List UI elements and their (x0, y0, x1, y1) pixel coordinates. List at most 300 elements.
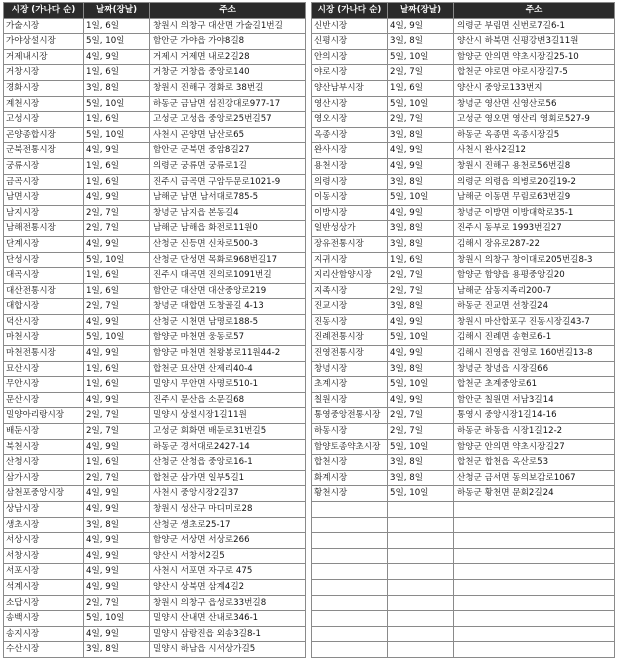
market-date-cell: 3일, 8일 (84, 517, 150, 533)
table-row (312, 408, 615, 424)
market-name-cell: 옥종시장 (312, 127, 388, 143)
market-table-left (3, 2, 306, 658)
market-address-cell: 함양군 함양읍 용평중앙길20 (454, 268, 615, 284)
market-date-cell: 4일, 9일 (388, 314, 454, 330)
market-date-cell: 4일, 9일 (84, 49, 150, 65)
market-address-cell: 하동군 경서대로2427-14 (150, 439, 306, 455)
market-name-cell (312, 564, 388, 580)
market-address-cell: 합천군 묘산면 산제리40-4 (150, 361, 306, 377)
table-row (312, 221, 615, 237)
table-row (312, 533, 615, 549)
table-row (4, 127, 306, 143)
market-name-cell (312, 642, 388, 658)
market-date-cell: 1일, 6일 (84, 361, 150, 377)
market-date-cell: 4일, 9일 (84, 548, 150, 564)
market-name-cell: 밀양아리랑시장 (4, 408, 84, 424)
market-address-cell: 김해시 진영읍 진영로 160번길13-8 (454, 346, 615, 362)
market-name-cell: 단계시장 (4, 236, 84, 252)
table-row (4, 517, 306, 533)
market-name-cell (312, 595, 388, 611)
market-address-cell: 함안군 가야읍 가야8길8 (150, 34, 306, 50)
market-name-cell: 서상시장 (4, 533, 84, 549)
table-row (4, 252, 306, 268)
market-name-cell: 진교시장 (312, 299, 388, 315)
table-row (312, 65, 615, 81)
market-date-cell: 5일, 10일 (84, 34, 150, 50)
market-address-cell: 밀양시 상설시장1길11원 (150, 408, 306, 424)
table-row (312, 346, 615, 362)
market-address-cell: 산청군 산청읍 중앙로16-1 (150, 455, 306, 471)
table-row (4, 642, 306, 658)
table-row (312, 299, 615, 315)
market-date-cell: 5일, 10일 (388, 486, 454, 502)
market-address-cell: 함안군 대산면 대산중앙로219 (150, 283, 306, 299)
table-row (312, 470, 615, 486)
market-date-cell: 4일, 9일 (388, 18, 454, 34)
market-name-cell: 경화시장 (4, 80, 84, 96)
market-date-cell (388, 595, 454, 611)
market-name-cell: 곤양종합시장 (4, 127, 84, 143)
market-date-cell: 4일, 9일 (388, 392, 454, 408)
market-name-cell: 상남시장 (4, 502, 84, 518)
market-name-cell: 야로시장 (312, 65, 388, 81)
market-date-cell (388, 548, 454, 564)
table-row (312, 314, 615, 330)
market-address-cell: 거창군 거창읍 중앙로140 (150, 65, 306, 81)
market-date-cell: 5일, 10일 (84, 252, 150, 268)
market-date-cell: 4일, 9일 (84, 626, 150, 642)
market-date-cell: 1일, 6일 (84, 268, 150, 284)
market-date-cell: 4일, 9일 (84, 143, 150, 159)
header-address: 주소 (454, 3, 615, 19)
market-name-cell: 문산시장 (4, 392, 84, 408)
table-row (312, 564, 615, 580)
table-row (312, 80, 615, 96)
header-address: 주소 (150, 3, 306, 19)
market-date-cell: 3일, 8일 (388, 34, 454, 50)
table-row (312, 268, 615, 284)
table-row (312, 330, 615, 346)
market-name-cell: 가술시장 (4, 18, 84, 34)
market-address-cell (454, 517, 615, 533)
table-row (312, 455, 615, 471)
market-address-cell: 양산시 하북면 신평강변3길11원 (454, 34, 615, 50)
market-date-cell: 2일, 7일 (388, 112, 454, 128)
table-row (312, 595, 615, 611)
market-address-cell: 창원시 마산합포구 진동시장길43-7 (454, 314, 615, 330)
market-date-cell: 5일, 10일 (84, 330, 150, 346)
market-address-cell: 합천군 초계중앙로61 (454, 377, 615, 393)
market-address-cell: 고성군 회화면 배둔로31번길5 (150, 424, 306, 440)
table-row (4, 455, 306, 471)
market-name-cell (312, 533, 388, 549)
market-address-cell (454, 533, 615, 549)
market-address-cell: 함양군 안의면 약초시장길27 (454, 439, 615, 455)
market-name-cell: 덕산시장 (4, 314, 84, 330)
market-address-cell: 함양군 안의면 약초시장길25-10 (454, 49, 615, 65)
table-row (4, 611, 306, 627)
market-address-cell (454, 502, 615, 518)
table-row (4, 579, 306, 595)
table-row (312, 127, 615, 143)
market-address-cell (454, 564, 615, 580)
market-address-cell: 사천시 완사2길12 (454, 143, 615, 159)
market-date-cell: 4일, 9일 (84, 346, 150, 362)
table-row (4, 236, 306, 252)
market-address-cell: 사천시 곤양면 남산로65 (150, 127, 306, 143)
market-address-cell: 산청군 신등면 신차로500-3 (150, 236, 306, 252)
table-row (312, 377, 615, 393)
market-date-cell: 4일, 9일 (84, 236, 150, 252)
market-name-cell: 양산남부시장 (312, 80, 388, 96)
market-date-cell: 2일, 7일 (388, 424, 454, 440)
market-date-cell: 2일, 7일 (84, 299, 150, 315)
table-row (312, 143, 615, 159)
market-date-cell: 2일, 7일 (388, 283, 454, 299)
market-date-cell: 1일, 6일 (84, 65, 150, 81)
market-date-cell: 5일, 10일 (388, 190, 454, 206)
market-address-cell: 밀양시 삼랑진읍 외송3길8-1 (150, 626, 306, 642)
table-row (4, 564, 306, 580)
table-row (4, 346, 306, 362)
market-date-cell: 5일, 10일 (84, 611, 150, 627)
market-address-cell: 창녕군 영산면 신영산로56 (454, 96, 615, 112)
market-name-cell: 지귀시장 (312, 252, 388, 268)
market-name-cell (312, 502, 388, 518)
table-row (312, 49, 615, 65)
market-address-cell: 합천군 합천읍 옥산로53 (454, 455, 615, 471)
market-date-cell: 3일, 8일 (388, 361, 454, 377)
market-date-cell: 4일, 9일 (84, 533, 150, 549)
market-name-cell: 칠원시장 (312, 392, 388, 408)
market-date-cell: 1일, 6일 (84, 455, 150, 471)
market-name-cell: 남면시장 (4, 190, 84, 206)
market-address-cell: 밀양시 무안면 사명로510-1 (150, 377, 306, 393)
market-date-cell: 2일, 7일 (388, 408, 454, 424)
table-row (4, 486, 306, 502)
table-row (4, 299, 306, 315)
market-name-cell: 용천시장 (312, 158, 388, 174)
market-address-cell: 진주시 금곡면 구암두문로1021-9 (150, 174, 306, 190)
table-row (4, 49, 306, 65)
market-address-cell: 창원시 의창구 대산면 가술길1번길 (150, 18, 306, 34)
table-row (4, 190, 306, 206)
market-name-cell: 수산시장 (4, 642, 84, 658)
market-address-cell: 사천시 서포면 자구로 475 (150, 564, 306, 580)
market-date-cell: 3일, 8일 (388, 455, 454, 471)
market-address-cell: 하동군 황천면 문회2길24 (454, 486, 615, 502)
market-address-cell: 합천군 야로면 야로시장길7-5 (454, 65, 615, 81)
market-address-cell: 산청군 시천면 남명로188-5 (150, 314, 306, 330)
market-date-cell: 1일, 6일 (84, 377, 150, 393)
market-name-cell (312, 517, 388, 533)
market-name-cell: 고성시장 (4, 112, 84, 128)
market-table-right (311, 2, 615, 658)
header-date: 날짜(장날) (388, 3, 454, 19)
market-date-cell: 1일, 6일 (84, 174, 150, 190)
market-address-cell: 합천군 삼가면 일부5길1 (150, 470, 306, 486)
table-row (4, 595, 306, 611)
market-name-cell: 화계시장 (312, 470, 388, 486)
market-name-cell: 하동시장 (312, 424, 388, 440)
table-row (312, 548, 615, 564)
table-row (4, 314, 306, 330)
table-row (4, 221, 306, 237)
market-date-cell (388, 579, 454, 595)
market-date-cell: 3일, 8일 (84, 642, 150, 658)
market-address-cell: 창녕군 이방면 이방대학로35-1 (454, 205, 615, 221)
market-name-cell: 마천시장 (4, 330, 84, 346)
table-row (312, 642, 615, 658)
market-address-cell: 함양군 마천면 웅동로57 (150, 330, 306, 346)
market-name-cell (312, 611, 388, 627)
market-name-cell: 일반성상가 (312, 221, 388, 237)
market-address-cell: 고성군 영오면 영산리 영회로527-9 (454, 112, 615, 128)
market-date-cell: 5일, 10일 (388, 377, 454, 393)
market-address-cell (454, 548, 615, 564)
market-name-cell: 서창시장 (4, 548, 84, 564)
market-date-cell: 3일, 8일 (84, 80, 150, 96)
market-date-cell: 2일, 7일 (84, 408, 150, 424)
market-date-cell: 4일, 9일 (388, 158, 454, 174)
table-row (312, 252, 615, 268)
market-date-cell: 4일, 9일 (84, 439, 150, 455)
market-date-cell: 1일, 6일 (388, 252, 454, 268)
market-name-cell: 초계시장 (312, 377, 388, 393)
market-address-cell: 양산시 상북면 삼계4길2 (150, 579, 306, 595)
market-date-cell: 4일, 9일 (388, 143, 454, 159)
market-address-cell (454, 579, 615, 595)
table-row (312, 190, 615, 206)
market-name-cell: 지족시장 (312, 283, 388, 299)
table-row (312, 502, 615, 518)
market-address-cell: 하동군 금남면 섬진강대로977-17 (150, 96, 306, 112)
market-date-cell: 4일, 9일 (84, 190, 150, 206)
market-date-cell: 3일, 8일 (388, 299, 454, 315)
table-row (312, 283, 615, 299)
market-name-cell: 궁류시장 (4, 158, 84, 174)
market-date-cell: 3일, 8일 (388, 470, 454, 486)
table-row (4, 158, 306, 174)
market-date-cell: 5일, 10일 (388, 49, 454, 65)
market-date-cell: 2일, 7일 (84, 470, 150, 486)
table-row (4, 174, 306, 190)
table-row (4, 18, 306, 34)
market-name-cell: 군북전통시장 (4, 143, 84, 159)
table-row (4, 408, 306, 424)
market-name-cell: 안의시장 (312, 49, 388, 65)
table-row (312, 486, 615, 502)
table-row (4, 96, 306, 112)
table-row (4, 65, 306, 81)
market-date-cell: 2일, 7일 (84, 595, 150, 611)
market-name-cell: 계천시장 (4, 96, 84, 112)
market-name-cell: 장유전통시장 (312, 236, 388, 252)
market-name-cell: 송백시장 (4, 611, 84, 627)
market-name-cell (312, 579, 388, 595)
table-row (4, 424, 306, 440)
market-name-cell: 의령시장 (312, 174, 388, 190)
market-address-cell: 의령군 부림면 신번로7길6-1 (454, 18, 615, 34)
market-name-cell: 묘산시장 (4, 361, 84, 377)
market-name-cell: 합천시장 (312, 455, 388, 471)
market-name-cell: 대산전통시장 (4, 283, 84, 299)
market-name-cell (312, 548, 388, 564)
table-row (4, 143, 306, 159)
market-date-cell (388, 642, 454, 658)
market-date-cell: 4일, 9일 (388, 205, 454, 221)
header-market: 시장 (가나다 순) (4, 3, 84, 19)
market-address-cell: 하동군 하동읍 시장1길12-2 (454, 424, 615, 440)
table-row (312, 18, 615, 34)
table-row (312, 424, 615, 440)
market-date-cell: 4일, 9일 (84, 314, 150, 330)
market-name-cell: 남해전통시장 (4, 221, 84, 237)
header-row (312, 3, 615, 19)
table-row (4, 392, 306, 408)
market-date-cell: 1일, 6일 (84, 158, 150, 174)
market-address-cell: 창원시 의창구 읍성로33번길8 (150, 595, 306, 611)
market-date-cell: 2일, 7일 (84, 424, 150, 440)
market-address-cell: 사천시 중앙시장2길37 (150, 486, 306, 502)
market-name-cell: 이방시장 (312, 205, 388, 221)
market-name-cell: 황천시장 (312, 486, 388, 502)
market-name-cell: 대합시장 (4, 299, 84, 315)
market-name-cell: 영산시장 (312, 96, 388, 112)
market-address-cell (454, 611, 615, 627)
market-address-cell: 남해군 남해읍 화전로11원0 (150, 221, 306, 237)
table-row (312, 611, 615, 627)
market-date-cell: 1일, 6일 (84, 112, 150, 128)
market-address-cell: 진주시 동부로 1993번길27 (454, 221, 615, 237)
table-row (4, 377, 306, 393)
market-name-cell: 함양토종약초시장 (312, 439, 388, 455)
market-name-cell: 완사시장 (312, 143, 388, 159)
market-name-cell: 영오시장 (312, 112, 388, 128)
market-name-cell: 소답시장 (4, 595, 84, 611)
market-name-cell: 삼가시장 (4, 470, 84, 486)
market-address-cell: 함안군 군북면 중암8길27 (150, 143, 306, 159)
market-name-cell: 남지시장 (4, 205, 84, 221)
market-name-cell: 신평시장 (312, 34, 388, 50)
market-name-cell: 거제내시장 (4, 49, 84, 65)
market-name-cell: 배둔시장 (4, 424, 84, 440)
market-name-cell: 창녕시장 (312, 361, 388, 377)
market-date-cell: 1일, 6일 (84, 283, 150, 299)
market-address-cell: 의령군 궁류면 궁류로1길 (150, 158, 306, 174)
table-row (4, 470, 306, 486)
table-row (4, 80, 306, 96)
market-date-cell: 1일, 6일 (388, 80, 454, 96)
table-row (312, 392, 615, 408)
market-name-cell: 신반시장 (312, 18, 388, 34)
table-row (312, 174, 615, 190)
market-address-cell: 밀양시 산내면 산내로346-1 (150, 611, 306, 627)
market-name-cell: 진영전통시장 (312, 346, 388, 362)
market-address-cell: 창녕군 남지읍 본동길4 (150, 205, 306, 221)
market-name-cell: 산청시장 (4, 455, 84, 471)
market-address-cell (454, 642, 615, 658)
table-row (4, 548, 306, 564)
market-date-cell: 4일, 9일 (84, 579, 150, 595)
market-date-cell: 1일, 6일 (84, 18, 150, 34)
market-address-cell: 의령군 의령읍 의병로20길19-2 (454, 174, 615, 190)
market-name-cell: 통영중앙전통시장 (312, 408, 388, 424)
market-address-cell: 함양군 마천면 천왕봉로11원44-2 (150, 346, 306, 362)
market-date-cell (388, 564, 454, 580)
market-date-cell: 2일, 7일 (388, 65, 454, 81)
market-date-cell: 2일, 7일 (388, 268, 454, 284)
market-name-cell: 지리산함양시장 (312, 268, 388, 284)
table-row (4, 268, 306, 284)
market-date-cell (388, 611, 454, 627)
market-name-cell: 무안시장 (4, 377, 84, 393)
table-row (4, 361, 306, 377)
market-date-cell: 4일, 9일 (84, 392, 150, 408)
table-row (312, 158, 615, 174)
market-date-cell: 5일, 10일 (84, 96, 150, 112)
market-name-cell: 가야상설시장 (4, 34, 84, 50)
market-address-cell: 하동군 진교면 선창길24 (454, 299, 615, 315)
market-address-cell: 창녕군 대합면 도창골길 4-13 (150, 299, 306, 315)
header-market: 시장 (가나다 순) (312, 3, 388, 19)
market-date-cell (388, 502, 454, 518)
table-row (312, 96, 615, 112)
market-address-cell: 산청군 단성면 목화로968번길17 (150, 252, 306, 268)
market-date-cell: 3일, 8일 (388, 236, 454, 252)
market-date-cell: 4일, 9일 (388, 346, 454, 362)
header-row (4, 3, 306, 19)
market-address-cell: 고성군 고성읍 중앙로25번길57 (150, 112, 306, 128)
market-name-cell: 북천시장 (4, 439, 84, 455)
market-address-cell: 창원시 진해구 용천로56번길8 (454, 158, 615, 174)
market-date-cell (388, 533, 454, 549)
table-row (312, 517, 615, 533)
market-date-cell (388, 517, 454, 533)
market-date-cell: 5일, 10일 (388, 96, 454, 112)
market-name-cell: 생초시장 (4, 517, 84, 533)
market-address-cell: 창녕군 창녕읍 시장길66 (454, 361, 615, 377)
table-row (4, 283, 306, 299)
market-date-cell: 4일, 9일 (84, 486, 150, 502)
market-address-cell: 김해시 장유로287-22 (454, 236, 615, 252)
market-date-cell: 4일, 9일 (84, 564, 150, 580)
market-address-cell: 진주시 대곡면 진의로1091번길 (150, 268, 306, 284)
market-address-cell: 함양군 서상면 서상로266 (150, 533, 306, 549)
table-row (4, 439, 306, 455)
market-name-cell: 석계시장 (4, 579, 84, 595)
market-date-cell: 4일, 9일 (84, 502, 150, 518)
market-date-cell: 5일, 10일 (84, 127, 150, 143)
table-row (312, 236, 615, 252)
market-address-cell: 김해시 진례면 송현로6-1 (454, 330, 615, 346)
market-name-cell: 단성시장 (4, 252, 84, 268)
market-name-cell: 이동시장 (312, 190, 388, 206)
market-date-cell: 5일, 10일 (388, 330, 454, 346)
table-row (4, 112, 306, 128)
market-address-cell: 함안군 칠원면 서남3길14 (454, 392, 615, 408)
market-date-cell: 2일, 7일 (84, 221, 150, 237)
market-address-cell: 진주시 문산읍 소문길68 (150, 392, 306, 408)
market-date-cell: 3일, 8일 (388, 221, 454, 237)
market-address-cell: 통영시 중앙시장1길14-16 (454, 408, 615, 424)
table-row (4, 205, 306, 221)
market-name-cell: 대곡시장 (4, 268, 84, 284)
market-address-cell: 양산시 중앙로133번지 (454, 80, 615, 96)
market-address-cell: 거제시 거제면 내로2길28 (150, 49, 306, 65)
market-date-cell: 3일, 8일 (388, 174, 454, 190)
market-address-cell: 산청군 금서면 동의보감로1067 (454, 470, 615, 486)
